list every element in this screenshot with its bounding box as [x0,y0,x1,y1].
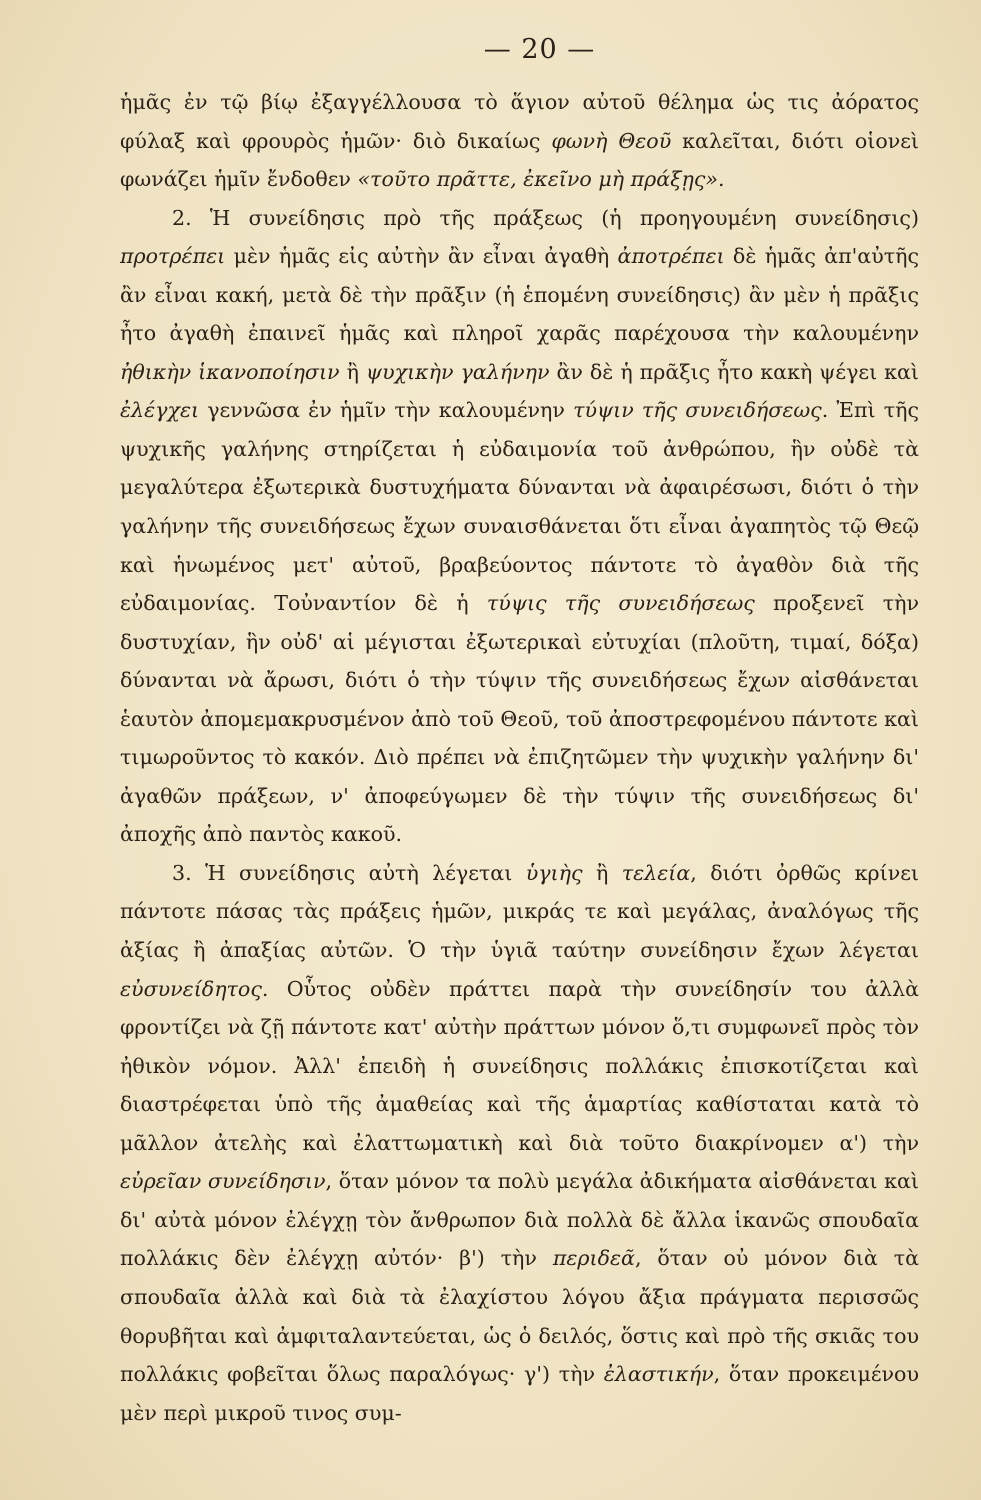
italic-span: προτρέπει [120,244,226,269]
text-span: ἂν δὲ ἡ πρᾶξις ἦτο κακὴ ψέγει καὶ [549,359,919,384]
text-span: , ὅταν οὐ μόνον διὰ τὰ σπουδαῖα ἀλλὰ καὶ διὰ τὰ ἐλαχίστου λόγου ἄξια πράγματα περισσῶς θορυβῆται καὶ ἀμφιταλαντεύεται, ὡς ὁ δειλός, ὅστις καὶ πρὸ τῆς σκιᾶς του πολλάκις φοβεῖται ὅλως παραλόγως· γ') τὴν [120,1246,920,1387]
italic-span: ὑγιὴς [525,860,583,885]
text-span: ἢ [582,860,622,885]
italic-span: ἀποτρέπει [617,244,725,269]
text-span: . Ἐπὶ τῆς ψυχικῆς γαλήνης στηρίζεται ἡ εὐδαιμονία τοῦ ἀνθρώπου, ἣν οὐδὲ τὰ μεγαλύτερα ἐξωτερικὰ δυστυχήματα δύνανται νὰ ἀφαιρέσωσι, διότι ὁ τὴν γαλήνην τῆς συνειδήσεως ἔχων συναισθάνεται ὅτι εἶναι ἀγαπητὸς τῷ Θεῷ καὶ ἡνωμένος μετ' αὐτοῦ, βραβεύοντος πάντοτε τὸ ἀγαθὸν διὰ τῆς εὐδαιμονίας. Τοὐναντίον δὲ ἡ [120,398,919,616]
body-text [120,83,919,1432]
text-span: 2. Ἡ συνείδησις πρὸ τῆς πράξεως (ἡ προηγουμένη συνείδησις) [172,205,919,230]
text-span: καλεῖται, διότι οἱονεὶ φωνάζει ἡμῖν ἔνδοθεν [120,128,920,192]
text-span: γεννῶσα ἐν ἡμῖν τὴν καλουμένην [199,398,574,423]
text-span: , ὅταν προκειμένου μὲν περὶ μικροῦ τινος συμ- [120,1362,919,1425]
text-span: προξενεῖ τὴν δυστυχίαν, ἣν οὐδ' αἱ μέγισται ἐξωτερικαὶ εὐτυχίαι (πλοῦτη, τιμαί, δόξα) δύνανται νὰ ἄρωσι, διότι ὁ τὴν τύψιν τῆς συνειδήσεως ἔχων αἰσθάνεται ἑαυτὸν ἀπομεμακρυσμένον ἀπὸ τοῦ Θεοῦ, τοῦ ἀποστρεφομένου πάντοτε καὶ τιμωροῦντος τὸ κακόν. Διὸ πρέπει νὰ ἐπιζητῶμεν τὴν ψυχικὴν γαλήνην δι' ἀγαθῶν πράξεων, ν' ἀποφεύγωμεν δὲ τὴν τύψιν τῆς συνειδήσεως δι' ἀποχῆς ἀπὸ παντὸς κακοῦ. [120,591,920,847]
italic-span: ἠθικὴν ἱκανοποίησιν [120,359,340,384]
italic-span: τελεία [621,860,691,885]
paragraph-1 [120,83,919,199]
italic-span: τύψιν τῆς συνειδήσεως [573,398,822,423]
italic-span: φωνὴ Θεοῦ [551,128,672,153]
text-span: δὲ ἡμᾶς ἀπ'αὐτῆς ἂν εἶναι κακή, μετὰ δὲ τὴν πρᾶξιν (ἡ ἑπομένη συνείδησις) ἂν μὲν ἡ πρᾶξις ἦτο ἀγαθὴ ἐπαινεῖ ἡμᾶς καὶ πληροῖ χαρᾶς παρέχουσα τὴν καλουμένην [120,244,919,346]
page-number: — 20 — [483,34,596,65]
italic-span: «τοῦτο πρᾶττε, ἐκεῖνο μὴ πράξῃς». [357,167,725,192]
text-span: . Οὗτος οὐδὲν πράττει παρὰ τὴν συνείδησίν του ἀλλὰ φροντίζει νὰ ζῇ πάντοτε κατ' αὐτὴν πράττων μόνον ὅ,τι συμφωνεῖ πρὸς τὸν ἠθικὸν νόμον. Ἀλλ' ἐπειδὴ ἡ συνείδησις πολλάκις ἐπισκοτίζεται καὶ διαστρέφεται ὑπὸ τῆς ἀμαθείας καὶ τῆς ἁμαρτίας καθίσταται κατὰ τὸ μᾶλλον ἀτελὴς καὶ ἐλαττωματικὴ καὶ διὰ τοῦτο διακρίνομεν α') τὴν [120,976,919,1155]
italic-span: περιδεᾶ [552,1246,635,1271]
italic-span: εὐρεῖαν συνείδησιν [120,1169,326,1194]
text-span: 3. Ἡ συνείδησις αὐτὴ λέγεται [172,860,526,885]
text-span: μὲν ἡμᾶς εἰς αὐτὴν ἂν εἶναι ἀγαθὴ [225,244,618,269]
italic-span: ἐλέγχει [120,398,200,423]
text-span: ἡμᾶς ἐν τῷ βίῳ ἐξαγγέλλουσα τὸ ἅγιον αὐτοῦ θέλημα ὡς τις ἀόρατος φύλαξ καὶ φρουρὸς ἡμῶν· διὸ δικαίως [120,90,919,153]
paragraph-2 [120,199,919,854]
text-span: , διότι ὀρθῶς κρίνει πάντοτε πάσας τὰς πράξεις ἡμῶν, μικράς τε καὶ μεγάλας, ἀναλόγως τῆς ἀξίας ἢ ἀπαξίας αὐτῶν. Ὁ τὴν ὑγιᾶ ταύτην συνείδησιν ἔχων λέγεται [120,860,919,963]
italic-span: τύψις τῆς συνειδήσεως [486,591,755,616]
italic-span: ψυχικὴν γαλήνην [365,359,550,384]
paragraph-3 [120,854,919,1432]
text-span: , ὅταν μόνον τα πολὺ μεγάλα ἀδικήματα αἰσθάνεται καὶ δι' αὐτὰ μόνον ἐλέγχῃ τὸν ἄνθρωπον διὰ πολλὰ δὲ ἄλλα ἱκανῶς σπουδαῖα πολλάκις δὲν ἐλέγχῃ αὐτόν· β') τὴν [120,1169,919,1271]
italic-span: ἐλαστικήν [603,1362,714,1387]
text-span: ἢ [339,359,366,384]
italic-span: εὐσυνείδητος [120,976,262,1001]
